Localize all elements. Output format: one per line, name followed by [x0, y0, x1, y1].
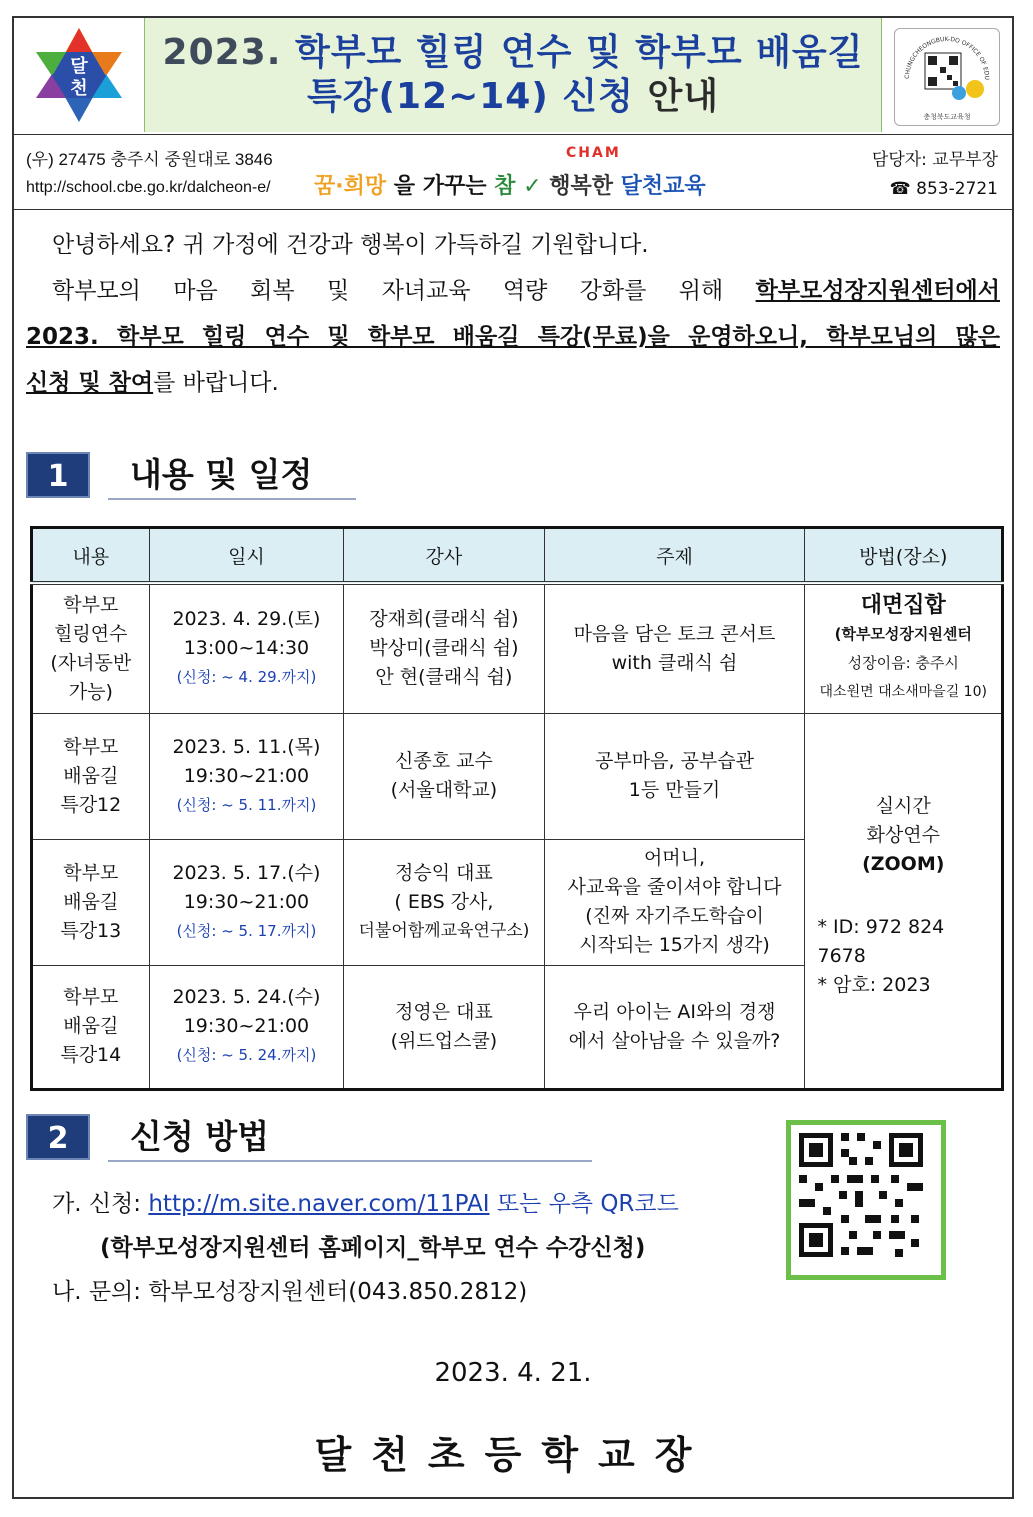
zoom-password: * 암호: 2023: [817, 973, 931, 996]
date-cell: 2023. 5. 17.(수) 19:30~21:00 (신청: ~ 5. 17.까지): [149, 839, 344, 965]
apply-line-a-sub: (학부모성장지원센터 홈페이지_학부모 연수 수강신청): [100, 1235, 646, 1261]
method-cell: 대면집합 (학부모성장지원센터 성장이음: 충주시 대소원면 대소새마을길 10): [805, 583, 1003, 713]
title-line-2: 특강(12~14) 신청 안내: [306, 76, 719, 117]
section-title: 신청 방법: [108, 1114, 592, 1162]
date-cell: 2023. 4. 29.(토) 13:00~14:30 (신청: ~ 4. 29.까지): [149, 583, 344, 713]
lecturer-cell: 신종호 교수 (서울대학교): [344, 713, 544, 839]
slogan-cham: CHAM: [566, 145, 621, 161]
school-logo: [14, 18, 144, 132]
col-header: 일시: [149, 528, 344, 584]
manager: 담당자: 교무부장: [871, 150, 998, 170]
apply-line-b: 나. 문의: 학부모성장지원센터(043.850.2812): [52, 1279, 528, 1305]
svg-text:CHUNGCHEONGBUK-DO OFFICE OF ED: CHUNGCHEONGBUK-DO OFFICE OF EDU: [903, 35, 991, 81]
signer: 달천초등학교장: [314, 1433, 712, 1477]
method-cell-online: 실시간 화상연수 (ZOOM) * ID: 972 824 7678 * 암호: 2023: [805, 713, 1003, 1089]
table-row: [32, 583, 1003, 713]
slogan-school: 달천교육: [620, 174, 706, 199]
section-1-heading: [26, 452, 386, 500]
issue-date: 2023. 4. 21.: [434, 1358, 592, 1388]
content-cell: 학부모 힐링연수 (자녀동반 가능): [32, 583, 150, 713]
col-header: 방법(장소): [805, 528, 1003, 584]
svg-text:천: 천: [70, 78, 88, 99]
content-cell: 학부모 배움길 특강12: [32, 713, 150, 839]
lecturer-cell: 정승익 대표 ( EBS 강사, 더불어함께교육연구소): [344, 839, 544, 965]
lecturer-cell: 장재희(클래식 쉼) 박상미(클래식 쉼) 안 현(클래식 쉼): [344, 583, 544, 713]
notice-page: [12, 16, 1014, 1499]
edu-office-logo: [880, 18, 1012, 132]
section-number: 1: [26, 452, 90, 498]
header: [14, 18, 1012, 132]
check-icon: ✓: [523, 174, 542, 199]
content-cell: 학부모 배움길 특강14: [32, 965, 150, 1089]
zoom-id: * ID: 972 824 7678: [817, 915, 945, 967]
lecturer-cell: 정영은 대표 (위드업스쿨): [344, 965, 544, 1089]
title-line-1: 2023. 학부모 힐링 연수 및 학부모 배움길: [162, 32, 864, 73]
col-header: 내용: [32, 528, 150, 584]
school-slogan: [314, 145, 794, 201]
intro-line-2: 학부모의 마음 회복 및 자녀교육 역량 강화를 위해 학부모성장지원센터에서: [52, 278, 1000, 304]
apply-link[interactable]: http://m.site.naver.com/11PAI: [148, 1191, 490, 1217]
slogan-dream: 꿈·희망: [314, 174, 387, 199]
school-address: (우) 27475 충주시 중원대로 3846: [26, 150, 273, 169]
apply-instructions: [52, 1182, 679, 1314]
date-cell: 2023. 5. 11.(목) 19:30~21:00 (신청: ~ 5. 11.까지): [149, 713, 344, 839]
slogan-true: 참: [494, 174, 516, 199]
section-title: 내용 및 일정: [108, 452, 356, 500]
phone: ☎ 853-2721: [889, 179, 998, 199]
slogan-happy: 행복한: [549, 174, 613, 199]
topic-cell: 공부마음, 공부습관 1등 만들기: [544, 713, 805, 839]
subheader: [14, 134, 1012, 210]
apply-line-a: 가. 신청: http://m.site.naver.com/11PAI 또는 우측 QR코드: [52, 1191, 679, 1217]
school-url[interactable]: http://school.cbe.go.kr/dalcheon-e/: [26, 179, 271, 196]
section-2-heading: [26, 1114, 606, 1162]
content-cell: 학부모 배움길 특강13: [32, 839, 150, 965]
schedule-table: [30, 526, 1004, 1091]
intro-text: [26, 222, 1000, 406]
slogan-mid: 을 가꾸는: [393, 174, 487, 199]
topic-cell: 어머니, 사교육을 줄이셔야 합니다 (진짜 자기주도학습이 시작되는 15가지 생각): [544, 839, 805, 965]
edu-office-badge: [894, 28, 1000, 126]
table-header-row: [32, 528, 1003, 584]
topic-cell: 마음을 담은 토크 콘서트 with 클래식 쉼: [544, 583, 805, 713]
apply-qr-code[interactable]: [786, 1120, 946, 1280]
col-header: 강사: [344, 528, 544, 584]
intro-line-4: 신청 및 참여를 바랍니다.: [26, 370, 279, 396]
intro-line-3: 2023. 학부모 힐링 연수 및 학부모 배움길 특강(무료)을 운영하오니, 학부모님의 많은: [26, 324, 1000, 350]
svg-text:충청북도교육청: 충청북도교육청: [923, 113, 971, 121]
section-number: 2: [26, 1114, 90, 1160]
table-row: [32, 713, 1003, 839]
title-banner: [144, 18, 882, 132]
svg-text:달: 달: [70, 56, 88, 77]
col-header: 주제: [544, 528, 805, 584]
greeting: 안녕하세요? 귀 가정에 건강과 행복이 가득하길 기원합니다.: [52, 232, 649, 258]
topic-cell: 우리 아이는 AI와의 경쟁 에서 살아남을 수 있을까?: [544, 965, 805, 1089]
date-cell: 2023. 5. 24.(수) 19:30~21:00 (신청: ~ 5. 24.까지): [149, 965, 344, 1089]
